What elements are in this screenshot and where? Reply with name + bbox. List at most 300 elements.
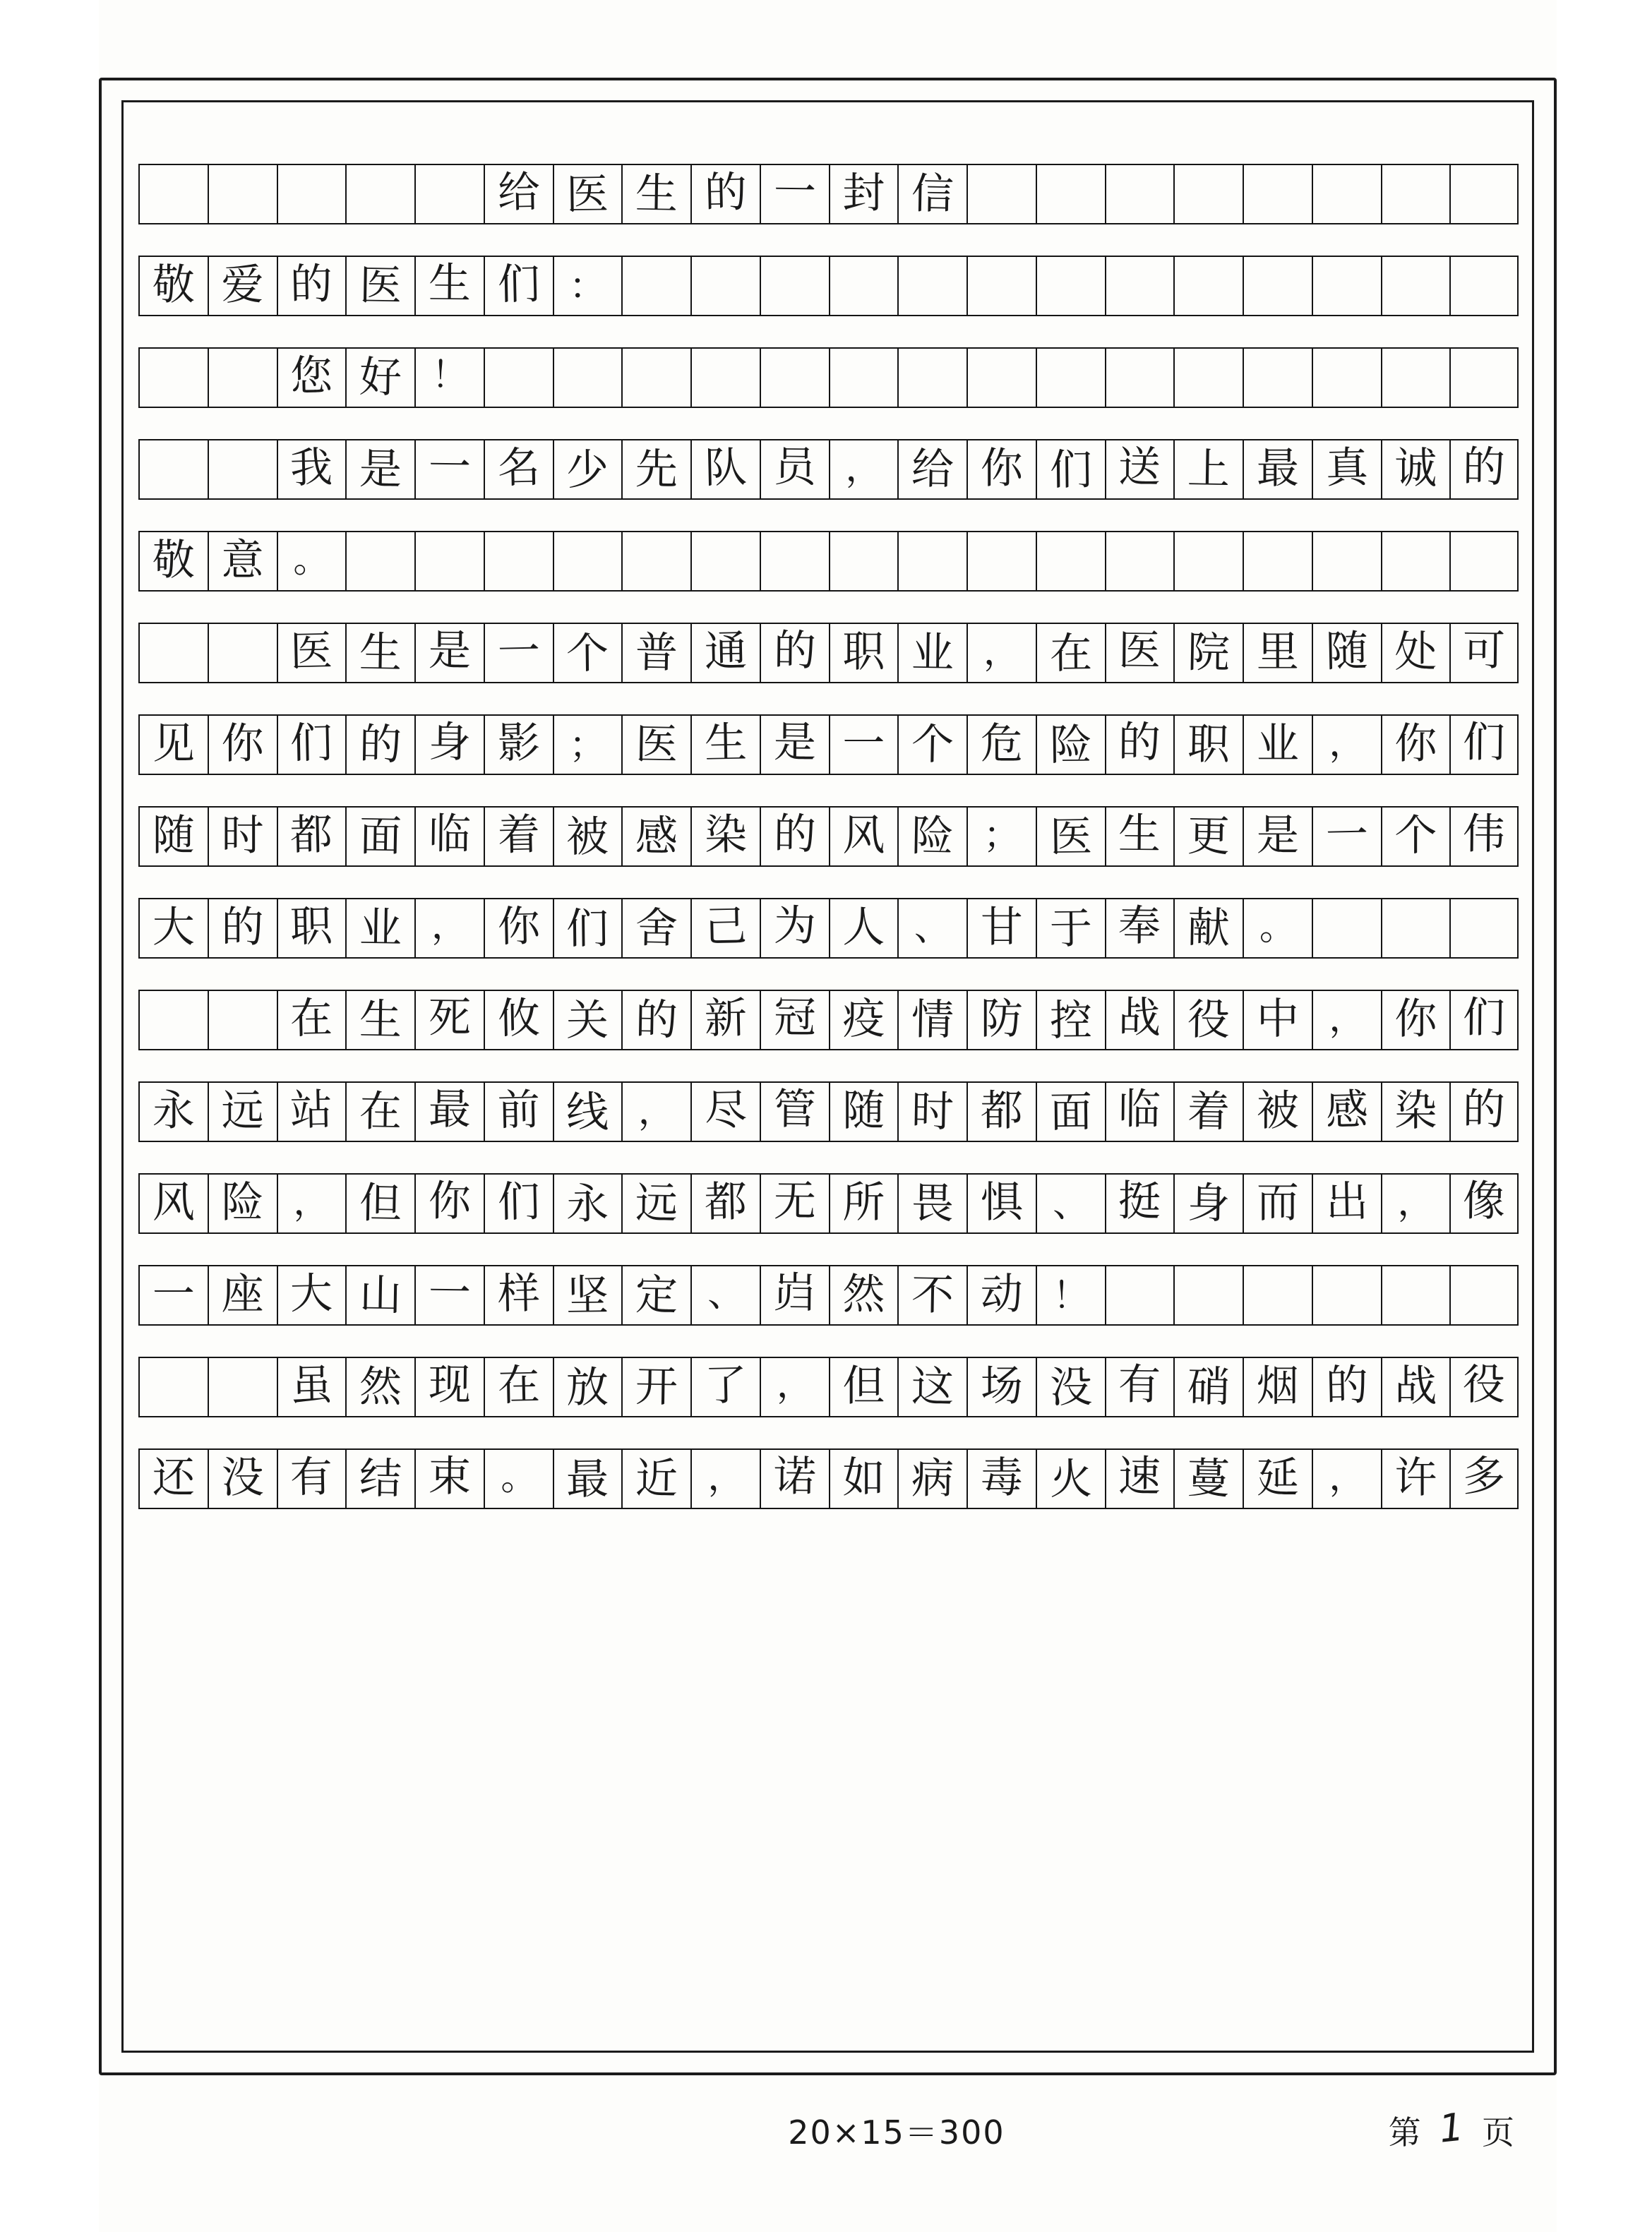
manuscript-character: 生 — [359, 995, 402, 1045]
manuscript-character: 情 — [911, 995, 954, 1045]
manuscript-cell — [553, 531, 622, 592]
manuscript-cell — [1243, 990, 1312, 1050]
manuscript-cell — [829, 531, 898, 592]
manuscript-character: 献 — [1187, 903, 1231, 954]
manuscript-cell — [897, 1357, 966, 1417]
manuscript-row-gap — [138, 1234, 1519, 1265]
manuscript-cell — [138, 1173, 208, 1234]
manuscript-cell — [1381, 1357, 1450, 1417]
manuscript-cell — [760, 1265, 829, 1326]
manuscript-cell — [690, 164, 760, 224]
manuscript-cell — [1036, 1173, 1105, 1234]
manuscript-character: 生 — [704, 718, 748, 769]
manuscript-cell — [1243, 256, 1312, 316]
manuscript-character: ， — [845, 448, 882, 490]
manuscript-character: 你 — [496, 901, 541, 952]
manuscript-character: 样 — [496, 1268, 541, 1319]
manuscript-character: 给 — [911, 444, 954, 495]
manuscript-row-gap — [138, 1417, 1519, 1448]
manuscript-cell — [1312, 714, 1381, 775]
manuscript-cell — [1312, 1448, 1381, 1509]
manuscript-cell — [966, 990, 1036, 1050]
manuscript-cell — [1173, 1357, 1243, 1417]
manuscript-cell — [1381, 439, 1450, 500]
manuscript-cell — [690, 806, 760, 867]
manuscript-cell — [277, 1448, 346, 1509]
manuscript-character: 束 — [428, 1451, 472, 1502]
manuscript-cell — [897, 1265, 966, 1326]
manuscript-cell — [553, 347, 622, 408]
manuscript-cell — [277, 1173, 346, 1234]
manuscript-row — [138, 990, 1519, 1050]
manuscript-cell — [897, 1173, 966, 1234]
manuscript-cell — [484, 806, 553, 867]
manuscript-cell — [897, 714, 966, 775]
manuscript-character: 爱 — [221, 260, 264, 310]
manuscript-cell — [1173, 347, 1243, 408]
manuscript-character: 真 — [1324, 443, 1369, 493]
manuscript-character: 被 — [565, 812, 609, 863]
manuscript-cell — [690, 347, 760, 408]
manuscript-cell — [760, 714, 829, 775]
manuscript-cell — [621, 1265, 690, 1326]
manuscript-cell — [1173, 1265, 1243, 1326]
manuscript-cell — [690, 256, 760, 316]
manuscript-row — [138, 439, 1519, 500]
manuscript-cell — [138, 256, 208, 316]
manuscript-character: 一 — [773, 167, 816, 217]
manuscript-cell — [1312, 1265, 1381, 1326]
manuscript-character: 无 — [773, 1176, 816, 1227]
manuscript-character: 的 — [221, 903, 264, 952]
manuscript-cell — [621, 256, 690, 316]
manuscript-cell — [208, 347, 277, 408]
manuscript-character: 的 — [359, 719, 402, 770]
manuscript-cell — [966, 256, 1036, 316]
manuscript-cell — [345, 347, 414, 408]
manuscript-cell — [1036, 531, 1105, 592]
manuscript-character: 最 — [1256, 444, 1299, 493]
manuscript-character: 但 — [842, 1362, 885, 1411]
manuscript-cell — [1036, 1081, 1105, 1142]
manuscript-row-gap — [138, 775, 1519, 806]
manuscript-cell — [1312, 623, 1381, 683]
manuscript-character: 你 — [1394, 719, 1437, 769]
manuscript-cell — [1105, 439, 1174, 500]
manuscript-character: 毒 — [980, 1453, 1023, 1503]
manuscript-character: 你 — [221, 719, 264, 769]
manuscript-cell — [760, 347, 829, 408]
manuscript-row-gap — [138, 959, 1519, 990]
manuscript-cell — [1036, 1448, 1105, 1509]
manuscript-character: ， — [1327, 1456, 1366, 1499]
manuscript-cell — [345, 256, 414, 316]
manuscript-cell — [345, 1357, 414, 1417]
manuscript-character: 在 — [1049, 628, 1093, 679]
manuscript-cell — [1312, 164, 1381, 224]
manuscript-cell — [553, 256, 622, 316]
manuscript-cell — [829, 439, 898, 500]
manuscript-cell — [208, 439, 277, 500]
manuscript-row-gap — [138, 1050, 1519, 1081]
manuscript-cell — [1105, 531, 1174, 592]
manuscript-cell — [760, 623, 829, 683]
manuscript-cell — [897, 531, 966, 592]
manuscript-cell — [1173, 1081, 1243, 1142]
manuscript-character: 役 — [1187, 995, 1231, 1045]
manuscript-character: 尽 — [704, 1085, 748, 1136]
manuscript-character: 如 — [842, 1453, 885, 1503]
manuscript-cell — [1173, 806, 1243, 867]
manuscript-cell — [621, 1173, 690, 1234]
manuscript-character: 火 — [1049, 1454, 1093, 1505]
manuscript-cell — [897, 623, 966, 683]
manuscript-cell — [277, 256, 346, 316]
manuscript-character: 们 — [1049, 445, 1093, 496]
manuscript-character: 员 — [773, 442, 816, 493]
manuscript-cell — [414, 1448, 484, 1509]
manuscript-cell — [966, 1448, 1036, 1509]
grid-spec-label: 20×15＝300 — [788, 2113, 1005, 2152]
manuscript-cell — [897, 164, 966, 224]
manuscript-character: 不 — [911, 1270, 954, 1321]
manuscript-cell — [553, 1448, 622, 1509]
manuscript-cell — [1105, 347, 1174, 408]
manuscript-row-gap — [138, 683, 1519, 714]
manuscript-character: 前 — [496, 1085, 541, 1136]
page-suffix-label: 页 — [1482, 2113, 1514, 2152]
manuscript-cell — [345, 806, 414, 867]
manuscript-character: 永 — [152, 1086, 195, 1136]
manuscript-character: 一 — [1324, 810, 1369, 860]
manuscript-character: 是 — [773, 717, 816, 768]
manuscript-cell — [414, 806, 484, 867]
manuscript-character: 大 — [152, 903, 195, 952]
manuscript-character: 面 — [359, 811, 402, 862]
manuscript-cell — [760, 898, 829, 959]
manuscript-character: 冠 — [773, 992, 816, 1043]
manuscript-row-gap — [138, 500, 1519, 531]
manuscript-character: 们 — [565, 904, 609, 954]
manuscript-cell — [345, 990, 414, 1050]
manuscript-cell — [1449, 1265, 1519, 1326]
manuscript-character: 。 — [292, 538, 330, 582]
manuscript-cell — [1449, 1173, 1519, 1234]
manuscript-cell — [690, 898, 760, 959]
manuscript-cell — [138, 898, 208, 959]
manuscript-character: 业 — [1256, 719, 1299, 769]
manuscript-cell — [1036, 898, 1105, 959]
manuscript-character: 还 — [152, 1453, 195, 1503]
manuscript-cell — [829, 164, 898, 224]
manuscript-row — [138, 1081, 1519, 1142]
manuscript-cell — [897, 1081, 966, 1142]
manuscript-character: 危 — [980, 719, 1023, 769]
manuscript-character: ！ — [431, 354, 469, 397]
manuscript-cell — [345, 714, 414, 775]
manuscript-character: 这 — [911, 1362, 954, 1412]
manuscript-cell — [1243, 531, 1312, 592]
manuscript-character: 风 — [842, 811, 885, 860]
manuscript-cell — [897, 256, 966, 316]
manuscript-cell — [760, 1448, 829, 1509]
manuscript-cell — [345, 439, 414, 500]
manuscript-cell — [1105, 623, 1174, 683]
manuscript-cell — [966, 623, 1036, 683]
manuscript-character: 给 — [496, 167, 541, 218]
manuscript-character: 一 — [428, 1268, 472, 1319]
manuscript-character: 医 — [359, 260, 402, 311]
manuscript-character: 座 — [221, 1270, 264, 1319]
page-number-group — [1388, 2104, 1514, 2154]
manuscript-character: 烟 — [1256, 1362, 1299, 1411]
manuscript-cell — [1449, 1448, 1519, 1509]
manuscript-character: 现 — [428, 1360, 472, 1410]
manuscript-cell — [1036, 347, 1105, 408]
manuscript-cell — [760, 439, 829, 500]
manuscript-cell — [1312, 531, 1381, 592]
manuscript-character: 的 — [1462, 442, 1506, 493]
manuscript-character: 随 — [842, 1086, 885, 1136]
manuscript-cell — [484, 1265, 553, 1326]
manuscript-cell — [1105, 1357, 1174, 1417]
manuscript-character: 速 — [1118, 1451, 1161, 1502]
manuscript-character: 了 — [704, 1360, 748, 1411]
manuscript-cell — [484, 1357, 553, 1417]
manuscript-character: 延 — [1256, 1453, 1299, 1503]
manuscript-cell — [138, 623, 208, 683]
manuscript-cell — [1381, 806, 1450, 867]
manuscript-cell — [345, 1173, 414, 1234]
manuscript-cell — [621, 714, 690, 775]
manuscript-character: 处 — [1394, 628, 1437, 677]
manuscript-cell — [1173, 256, 1243, 316]
manuscript-character: 的 — [704, 167, 748, 218]
manuscript-cell — [345, 898, 414, 959]
manuscript-cell — [277, 1081, 346, 1142]
manuscript-cell — [1312, 1173, 1381, 1234]
manuscript-cell — [345, 623, 414, 683]
manuscript-character: 您 — [289, 351, 334, 402]
manuscript-cell — [1381, 1265, 1450, 1326]
manuscript-cell — [829, 347, 898, 408]
manuscript-character: 场 — [980, 1362, 1023, 1411]
manuscript-cell — [553, 1173, 622, 1234]
manuscript-cell — [897, 990, 966, 1050]
manuscript-cell — [553, 1265, 622, 1326]
manuscript-character: 动 — [980, 1270, 1023, 1319]
manuscript-character: 奉 — [1118, 901, 1161, 952]
manuscript-cell — [760, 256, 829, 316]
manuscript-character: 风 — [152, 1178, 195, 1228]
manuscript-cell — [1381, 898, 1450, 959]
manuscript-character: 的 — [1462, 1084, 1506, 1135]
manuscript-cell — [690, 1265, 760, 1326]
manuscript-character: 役 — [1462, 1360, 1506, 1410]
manuscript-character: 时 — [911, 1086, 954, 1137]
manuscript-character: 于 — [1049, 904, 1093, 954]
manuscript-character: 你 — [980, 444, 1023, 493]
manuscript-cell — [277, 806, 346, 867]
manuscript-character: 而 — [1256, 1178, 1299, 1228]
manuscript-character: 然 — [359, 1362, 402, 1412]
manuscript-character: 职 — [1187, 719, 1231, 770]
manuscript-cell — [1243, 1173, 1312, 1234]
manuscript-cell — [1243, 164, 1312, 224]
manuscript-character: 个 — [1394, 811, 1437, 860]
manuscript-cell — [414, 623, 484, 683]
manuscript-character: 被 — [1256, 1086, 1299, 1136]
manuscript-cell — [1105, 1265, 1174, 1326]
manuscript-cell — [277, 347, 346, 408]
manuscript-cell — [138, 1265, 208, 1326]
manuscript-cell — [1381, 164, 1450, 224]
manuscript-character: 生 — [428, 258, 472, 309]
manuscript-character: 没 — [221, 1453, 264, 1503]
manuscript-cell — [414, 256, 484, 316]
manuscript-cell — [1243, 898, 1312, 959]
manuscript-character: 临 — [1118, 1084, 1161, 1135]
manuscript-cell — [414, 531, 484, 592]
manuscript-character: 站 — [289, 1085, 334, 1136]
manuscript-cell — [966, 898, 1036, 959]
manuscript-character: 舍 — [635, 903, 678, 954]
manuscript-cell — [1381, 714, 1450, 775]
manuscript-cell — [1173, 531, 1243, 592]
manuscript-character: 远 — [221, 1086, 264, 1136]
manuscript-character: 坚 — [565, 1271, 609, 1321]
manuscript-cell — [208, 164, 277, 224]
manuscript-character: 的 — [1324, 1360, 1369, 1411]
manuscript-character: 硝 — [1187, 1362, 1231, 1412]
manuscript-cell — [1105, 990, 1174, 1050]
manuscript-character: 挺 — [1118, 1176, 1161, 1227]
manuscript-character: 是 — [1256, 811, 1299, 860]
manuscript-character: 一 — [428, 442, 472, 493]
manuscript-character: 有 — [1118, 1360, 1161, 1410]
manuscript-character: 然 — [842, 1270, 885, 1319]
manuscript-character: 可 — [1462, 625, 1506, 676]
manuscript-character: 身 — [428, 717, 472, 768]
manuscript-cell — [414, 1357, 484, 1417]
manuscript-row-gap — [138, 592, 1519, 623]
manuscript-cell — [690, 714, 760, 775]
manuscript-cell — [1105, 806, 1174, 867]
manuscript-row-gap — [138, 867, 1519, 898]
manuscript-row-gap — [138, 1326, 1519, 1357]
manuscript-character: 队 — [704, 443, 748, 493]
manuscript-character: 多 — [1462, 1451, 1506, 1502]
manuscript-cell — [760, 164, 829, 224]
manuscript-row — [138, 1448, 1519, 1509]
manuscript-character: ， — [707, 1456, 745, 1499]
page-margin-left — [0, 0, 99, 2232]
manuscript-row-gap — [138, 316, 1519, 347]
manuscript-cell — [966, 714, 1036, 775]
manuscript-character: ， — [431, 904, 469, 948]
manuscript-character: 生 — [635, 169, 678, 220]
manuscript-row — [138, 1357, 1519, 1417]
manuscript-character: 险 — [911, 811, 954, 862]
manuscript-cell — [553, 806, 622, 867]
manuscript-cell — [760, 531, 829, 592]
manuscript-character: 防 — [980, 995, 1023, 1044]
manuscript-cell — [277, 164, 346, 224]
manuscript-character: 诚 — [1394, 444, 1437, 493]
manuscript-character: ； — [568, 724, 606, 767]
manuscript-cell — [1449, 531, 1519, 592]
manuscript-cell — [1036, 1357, 1105, 1417]
manuscript-cell — [208, 806, 277, 867]
manuscript-cell — [966, 531, 1036, 592]
manuscript-cell — [1449, 347, 1519, 408]
manuscript-character: 先 — [635, 444, 678, 495]
manuscript-character: 疫 — [842, 995, 885, 1044]
manuscript-character: 管 — [773, 1084, 816, 1135]
manuscript-cell — [484, 623, 553, 683]
manuscript-character: 最 — [428, 1084, 472, 1135]
manuscript-row — [138, 531, 1519, 592]
manuscript-character: 定 — [635, 1270, 678, 1321]
manuscript-character: 临 — [428, 809, 472, 860]
manuscript-cell — [966, 1265, 1036, 1326]
manuscript-character: 封 — [842, 169, 885, 218]
manuscript-cell — [621, 898, 690, 959]
manuscript-cell — [484, 1173, 553, 1234]
manuscript-character: 通 — [704, 626, 748, 677]
manuscript-cell — [345, 164, 414, 224]
manuscript-cell — [138, 347, 208, 408]
manuscript-character: 、 — [707, 1272, 745, 1316]
manuscript-character: 随 — [152, 811, 195, 860]
manuscript-character: 的 — [289, 259, 334, 310]
manuscript-cell — [484, 531, 553, 592]
manuscript-character: 医 — [635, 719, 678, 770]
manuscript-cell — [1312, 806, 1381, 867]
manuscript-character: 们 — [496, 1177, 541, 1228]
manuscript-cell — [414, 1081, 484, 1142]
manuscript-cell — [553, 990, 622, 1050]
manuscript-character: 意 — [221, 536, 264, 585]
manuscript-cell — [760, 1173, 829, 1234]
manuscript-character: 放 — [565, 1362, 609, 1413]
manuscript-cell — [1243, 347, 1312, 408]
manuscript-cell — [690, 990, 760, 1050]
manuscript-cell — [621, 164, 690, 224]
manuscript-character: 出 — [1324, 1177, 1369, 1228]
manuscript-character: 们 — [1462, 717, 1506, 768]
manuscript-character: 的 — [773, 809, 816, 860]
manuscript-cell — [897, 439, 966, 500]
page-footer — [99, 2100, 1557, 2164]
manuscript-character: 死 — [428, 992, 472, 1043]
manuscript-cell — [1105, 898, 1174, 959]
manuscript-character: 的 — [1118, 717, 1161, 768]
manuscript-cell — [1243, 1357, 1312, 1417]
manuscript-character: ， — [1327, 721, 1366, 765]
manuscript-cell — [1173, 623, 1243, 683]
manuscript-character: ， — [1327, 997, 1366, 1040]
manuscript-character: 病 — [911, 1453, 954, 1504]
manuscript-cell — [1105, 1173, 1174, 1234]
manuscript-cell — [138, 1357, 208, 1417]
manuscript-cell — [553, 164, 622, 224]
manuscript-cell — [208, 1448, 277, 1509]
manuscript-cell — [277, 714, 346, 775]
manuscript-cell — [1381, 1081, 1450, 1142]
manuscript-cell — [1173, 439, 1243, 500]
manuscript-cell — [829, 898, 898, 959]
